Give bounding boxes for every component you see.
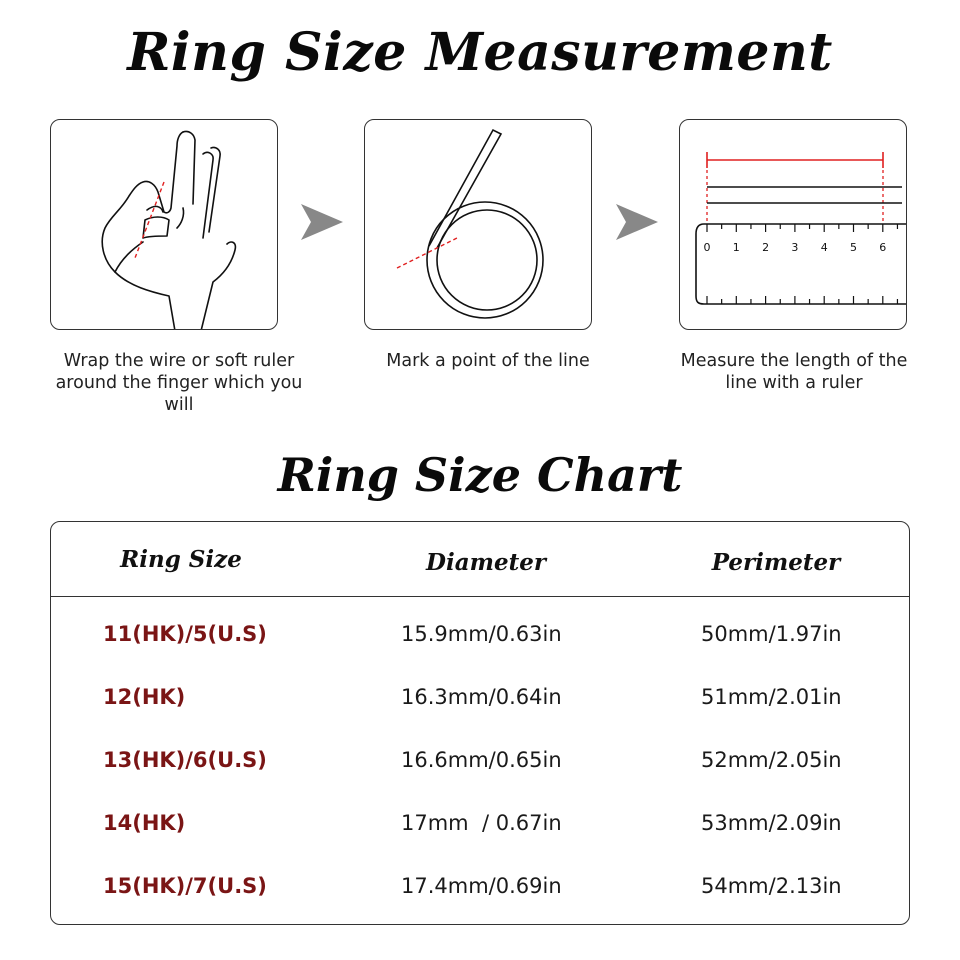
header-perimeter: Perimeter [711,549,841,576]
header-ring-size: Ring Size [120,546,242,573]
ring-size-cell: 15(HK)/7(U.S) [103,874,267,898]
step-1-panel [50,119,278,330]
diameter-cell: 17mm / 0.67in [401,811,562,835]
step-1-caption: Wrap the wire or soft ruler around the finger which you will [55,351,303,415]
ruler-label: 0 [703,241,711,254]
chart-title: Ring Size Chart [277,448,683,502]
header-divider [51,596,909,597]
diameter-cell: 16.3mm/0.64in [401,685,562,709]
table-row [51,866,909,906]
diameter-cell: 17.4mm/0.69in [401,874,562,898]
perimeter-cell: 54mm/2.13in [701,874,842,898]
perimeter-cell: 51mm/2.01in [701,685,842,709]
ruler-label: 1 [732,241,740,254]
perimeter-cell: 53mm/2.09in [701,811,842,835]
ruler-label: 2 [762,241,770,254]
ruler-label: 6 [879,241,887,254]
perimeter-cell: 50mm/1.97in [701,622,842,646]
step-2-panel [364,119,592,330]
diameter-cell: 16.6mm/0.65in [401,748,562,772]
hand-wrap-icon [51,120,278,330]
ring-size-table [50,521,910,925]
ring-size-cell: 12(HK) [103,685,186,709]
ring-size-cell: 14(HK) [103,811,186,835]
next-arrow-icon [612,200,660,248]
page-title: Ring Size Measurement [127,22,833,83]
step-3-caption: Measure the length of the line with a ruler [680,351,908,393]
ruler-label: 5 [850,241,857,254]
ruler-label: 3 [791,241,799,254]
wire-loop-icon [365,120,592,330]
perimeter-cell: 52mm/2.05in [701,748,842,772]
ruler-label: 4 [820,241,828,254]
table-row [51,677,909,717]
next-arrow-icon [297,200,345,248]
diameter-cell: 15.9mm/0.63in [401,622,562,646]
ring-size-cell: 13(HK)/6(U.S) [103,748,267,772]
table-row [51,803,909,843]
table-row [51,614,909,654]
step-3-panel [679,119,907,330]
header-diameter: Diameter [426,549,546,576]
table-row [51,740,909,780]
step-2-caption: Mark a point of the line [386,351,590,371]
ring-size-cell: 11(HK)/5(U.S) [103,622,267,646]
ruler-measure-icon [680,120,907,330]
